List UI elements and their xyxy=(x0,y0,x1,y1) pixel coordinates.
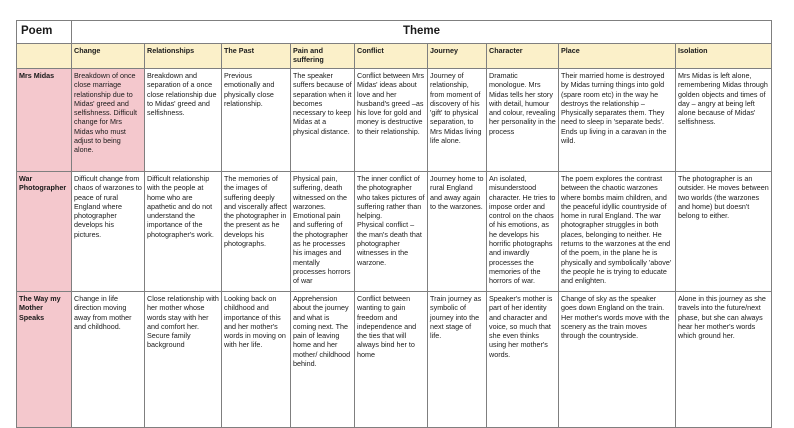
cell-text: An isolated, misunderstood character. He tries to impose order and control on the chaos of his emotions, as he develops his horrific photographs and inwardly processes the memories of the horrors of war. xyxy=(489,174,556,286)
theme-header: Character xyxy=(487,44,559,69)
theme-header: Pain and suffering xyxy=(291,44,355,69)
table-cell xyxy=(559,69,676,172)
cell-text: Difficult change from chaos of warzones to peace of rural England where photographer develops his pictures. xyxy=(74,174,142,239)
theme-header: Journey xyxy=(428,44,487,69)
cell-text: Breakdown and separation of a once close relationship due to Midas' greed and selfishness. xyxy=(147,71,217,118)
poem-name: Mrs Midas xyxy=(17,69,72,172)
table-cell xyxy=(428,172,487,292)
cell-text: Train journey as symbolic of journey into the next stage of life. xyxy=(430,294,482,341)
table-cell xyxy=(676,292,772,428)
theme-header-row xyxy=(17,44,772,69)
table-cell xyxy=(222,69,291,172)
table-cell xyxy=(72,292,145,428)
poem-name: War Photographer xyxy=(17,172,72,292)
cell-text: Change of sky as the speaker goes down England on the train. Her mother's words move with the scenery as the train moves through the countryside. xyxy=(561,294,670,341)
cell-text: The inner conflict of the photographer who takes pictures of suffering rather than helping. Physical conflict – the man's death that photographer witnesses in the warzone. xyxy=(357,174,425,267)
theme-header: Conflict xyxy=(355,44,428,69)
poem-name: The Way my Mother Speaks xyxy=(17,292,72,428)
cell-text: Physical pain, suffering, death witnessed on the warzones. Emotional pain and suffering of the photographer as he processes his images and mentally processes horrors of war xyxy=(293,174,351,286)
table-cell xyxy=(676,172,772,292)
table-cell xyxy=(355,172,428,292)
table-cell xyxy=(559,172,676,292)
table-cell xyxy=(72,69,145,172)
table-row xyxy=(17,172,772,292)
cell-text: Breakdown of once close marriage relationship due to Midas' greed and selfishness. Difficult change for Mrs Midas who must adjust to being alone. xyxy=(74,71,137,155)
theme-column-header: Theme xyxy=(72,21,772,44)
table-cell xyxy=(72,172,145,292)
table-cell xyxy=(291,69,355,172)
title-row xyxy=(17,21,772,44)
table-cell xyxy=(291,172,355,292)
table-cell xyxy=(428,292,487,428)
cell-text: Change in life direction moving away from mother and childhood. xyxy=(74,294,132,331)
cell-text: Mrs Midas is left alone, remembering Midas through golden objects and times of day – angry at being left alone because of Midas' selfishness. xyxy=(678,71,768,127)
table-row xyxy=(17,292,772,428)
cell-text: Journey of relationship, from moment of discovery of his 'gift' to physical separation, to Mrs Midas living life alone. xyxy=(430,71,482,146)
table-cell xyxy=(487,69,559,172)
cell-text: Difficult relationship with the people at home who are apathetic and do not understand the importance of the photographer's work. xyxy=(147,174,214,239)
theme-header: Relationships xyxy=(145,44,222,69)
cell-text: Close relationship with her mother whose words stay with her and comfort her. Secure family background xyxy=(147,294,219,350)
theme-header: Isolation xyxy=(676,44,772,69)
cell-text: The speaker suffers because of separation when it becomes necessary to keep Midas at a physical distance. xyxy=(293,71,352,136)
poem-column-header: Poem xyxy=(17,21,72,44)
table-cell xyxy=(145,172,222,292)
cell-text: Previous emotionally and physically close relationship. xyxy=(224,71,275,108)
table-cell xyxy=(291,292,355,428)
theme-header: The Past xyxy=(222,44,291,69)
table-cell xyxy=(145,69,222,172)
cell-text: The poem explores the contrast between the chaotic warzones where bombs maim children, and the peaceful idyllic countryside of home in rural England. The war photographer struggles in both places, belonging to neither. He returns to the warzones at the end of the poem, in the plane he is physically and symbolically 'above' the people he is trying to educate and enlighten. xyxy=(561,174,672,286)
table-cell xyxy=(559,292,676,428)
cell-text: Apprehension about the journey and what is coming next. The pain of leaving home and her mother/ childhood behind. xyxy=(293,294,351,369)
table-cell xyxy=(145,292,222,428)
cell-text: Speaker's mother is part of her identity and character and voice, so much that she even thinks using her mother's words. xyxy=(489,294,553,359)
cell-text: Dramatic monologue. Mrs Midas tells her story with detail, humour and colour, revealing her personality in the process xyxy=(489,71,556,136)
cell-text: Looking back on childhood and importance of this and her mother's words in moving on with her life. xyxy=(224,294,286,350)
cell-text: Conflict between wanting to gain freedom and independence and the ties that will always bind her to home xyxy=(357,294,417,359)
theme-table xyxy=(16,20,772,428)
table-cell xyxy=(487,292,559,428)
table-cell xyxy=(676,69,772,172)
table-cell xyxy=(355,69,428,172)
table-cell xyxy=(222,292,291,428)
cell-text: The photographer is an outsider. He moves between two worlds (the warzones and home) but doesn't belong to either. xyxy=(678,174,769,221)
cell-text: Journey home to rural England and away again to the warzones. xyxy=(430,174,484,211)
table-cell xyxy=(355,292,428,428)
table-cell xyxy=(222,172,291,292)
table-cell xyxy=(487,172,559,292)
empty-corner-cell xyxy=(17,44,72,69)
table-row xyxy=(17,69,772,172)
cell-text: Alone in this journey as she travels into the future/next phase, but she can always hear her mother's words which ground her. xyxy=(678,294,766,341)
theme-header: Change xyxy=(72,44,145,69)
theme-header: Place xyxy=(559,44,676,69)
cell-text: Their married home is destroyed by Midas turning things into gold (spare room etc) in the way he destroys the relationship – Physically separates them. They need to sleep in 'separate beds'. Ends up living in a caravan in the wild. xyxy=(561,71,667,146)
cell-text: Conflict between Mrs Midas' ideas about love and her husband's greed –as his love for gold and money is destructive to their relationship. xyxy=(357,71,425,136)
cell-text: The memories of the images of suffering deeply and viscerally affect the photographer in the present as he develops his photographs. xyxy=(224,174,287,249)
table-cell xyxy=(428,69,487,172)
